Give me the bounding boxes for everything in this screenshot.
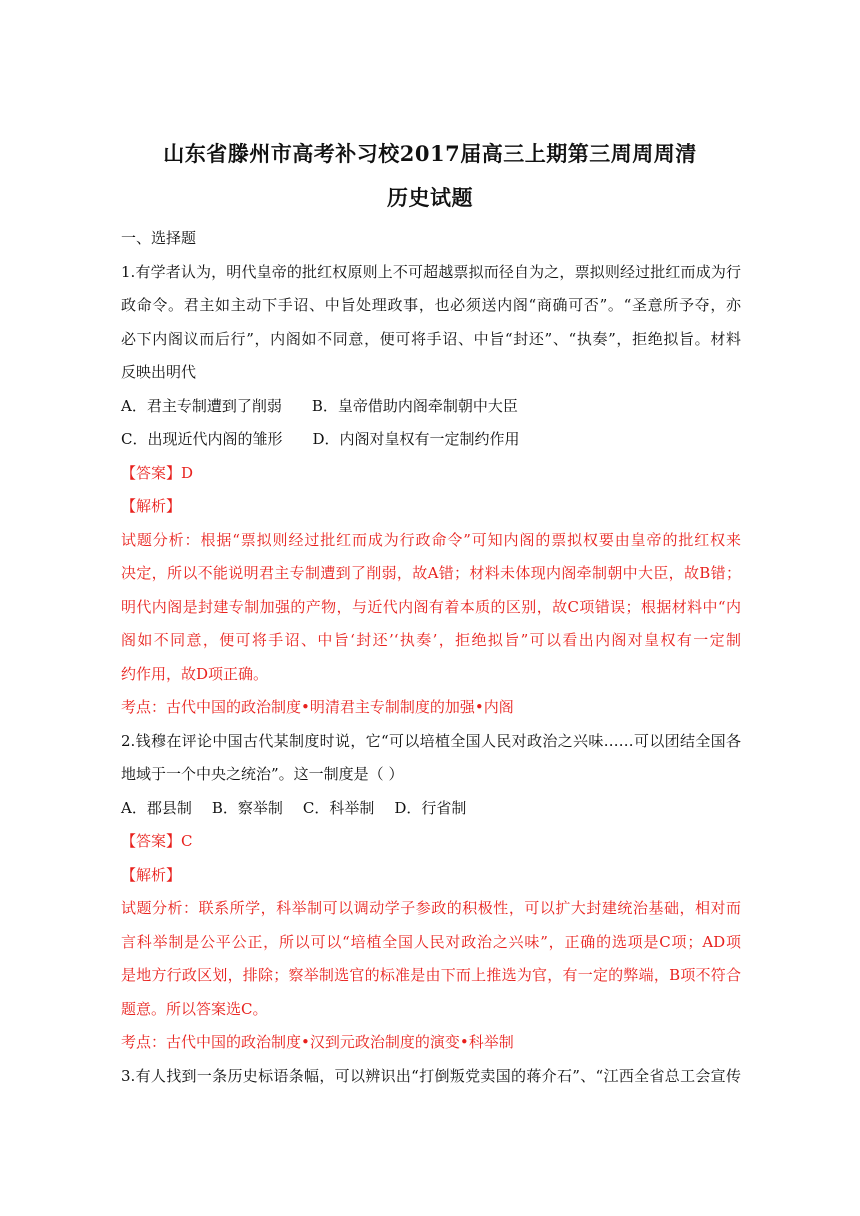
answer-label: 【答案】 [121,463,182,482]
question-3 [121,1060,741,1094]
options-row [121,423,741,457]
answer-value: D [181,463,194,482]
question-stem-line: 2.钱穆在评论中国古代某制度时说，它“可以培植全国人民对政治之兴味……可以团结全国各 [121,731,741,750]
analysis-line: 题意。所以答案选C。 [121,999,268,1018]
document-title: 山东省滕州市高考补习校2017届高三上期第三周周周清 [163,141,697,166]
option-a: A．郡县制 [121,798,192,817]
question-stem-line: 必下内阁议而后行”，内阁如不同意，便可将手诏、中旨“封还”、“执奏”，拒绝拟旨。材料 [121,329,741,348]
option-d: D．行省制 [394,798,467,817]
question-stem-line: 政命令。君主如主动下手诏、中旨处理政事，也必须送内阁“商确可否”。“圣意所予夺，亦 [121,296,741,314]
analysis-label: 【解析】 [121,865,182,884]
option-d: D．内阁对皇权有一定制约作用 [312,430,520,448]
option-a: A．君主专制遭到了削弱 [121,396,282,415]
options-row [121,390,741,424]
question-stem-line: 地域于一个中央之统治”。这一制度是（ ） [121,765,404,783]
section-heading: 一、选择题 [121,229,197,247]
analysis-line: 试题分析：联系所学，科举制可以调动学子参政的积极性，可以扩大封建统治基础，相对而 [121,899,741,917]
answer-value: C [181,832,193,850]
document-body [121,222,741,1093]
question-stem-line: 3.有人找到一条历史标语条幅，可以辨识出“打倒叛党卖国的蒋介石”、“江西全省总工会宣传 [121,1066,741,1085]
option-c: C．出现近代内阁的雏形 [121,430,283,448]
question-1 [121,256,741,725]
analysis-line: 约作用，故D项正确。 [121,664,269,683]
analysis-line: 试题分析：根据“票拟则经过批红而成为行政命令”可知内阁的票拟权要由皇帝的批红权来 [121,530,741,549]
option-b: B．察举制 [211,798,283,817]
question-stem-line: 反映出明代 [121,363,197,381]
analysis-label: 【解析】 [121,497,182,515]
answer-line [121,457,741,491]
answer-line [121,825,741,859]
question-stem-line: 1.有学者认为，明代皇帝的批红权原则上不可超越票拟而径自为之，票拟则经过批红而成为行 [121,262,741,281]
option-c: C．科举制 [302,798,375,817]
analysis-line: 言科举制是公平公正，所以可以“培植全国人民对政治之兴味”，正确的选项是C项；AD项 [121,932,741,951]
knowledge-point: 考点：古代中国的政治制度•汉到元政治制度的演变•科举制 [121,1033,514,1051]
analysis-line: 决定，所以不能说明君主专制遭到了削弱，故A错；材料未体现内阁牵制朝中大臣，故B错； [121,564,741,582]
question-2 [121,725,741,1060]
answer-label: 【答案】 [121,832,182,850]
knowledge-point: 考点：古代中国的政治制度•明清君主专制制度的加强•内阁 [121,698,514,716]
analysis-line: 阁如不同意，便可将手诏、中旨‘封还’‘执奏’，拒绝拟旨”可以看出内阁对皇权有一定制 [121,631,741,649]
analysis-line: 明代内阁是封建专制加强的产物，与近代内阁有着本质的区别，故C项错误；根据材料中“内 [121,597,741,616]
document-subtitle: 历史试题 [387,185,473,210]
options-row [121,792,741,826]
analysis-line: 是地方行政区划，排除；察举制选官的标准是由下而上推选为官，有一定的弊端，B项不符合 [121,966,741,984]
option-b: B．皇帝借助内阁牵制朝中大臣 [311,396,518,415]
